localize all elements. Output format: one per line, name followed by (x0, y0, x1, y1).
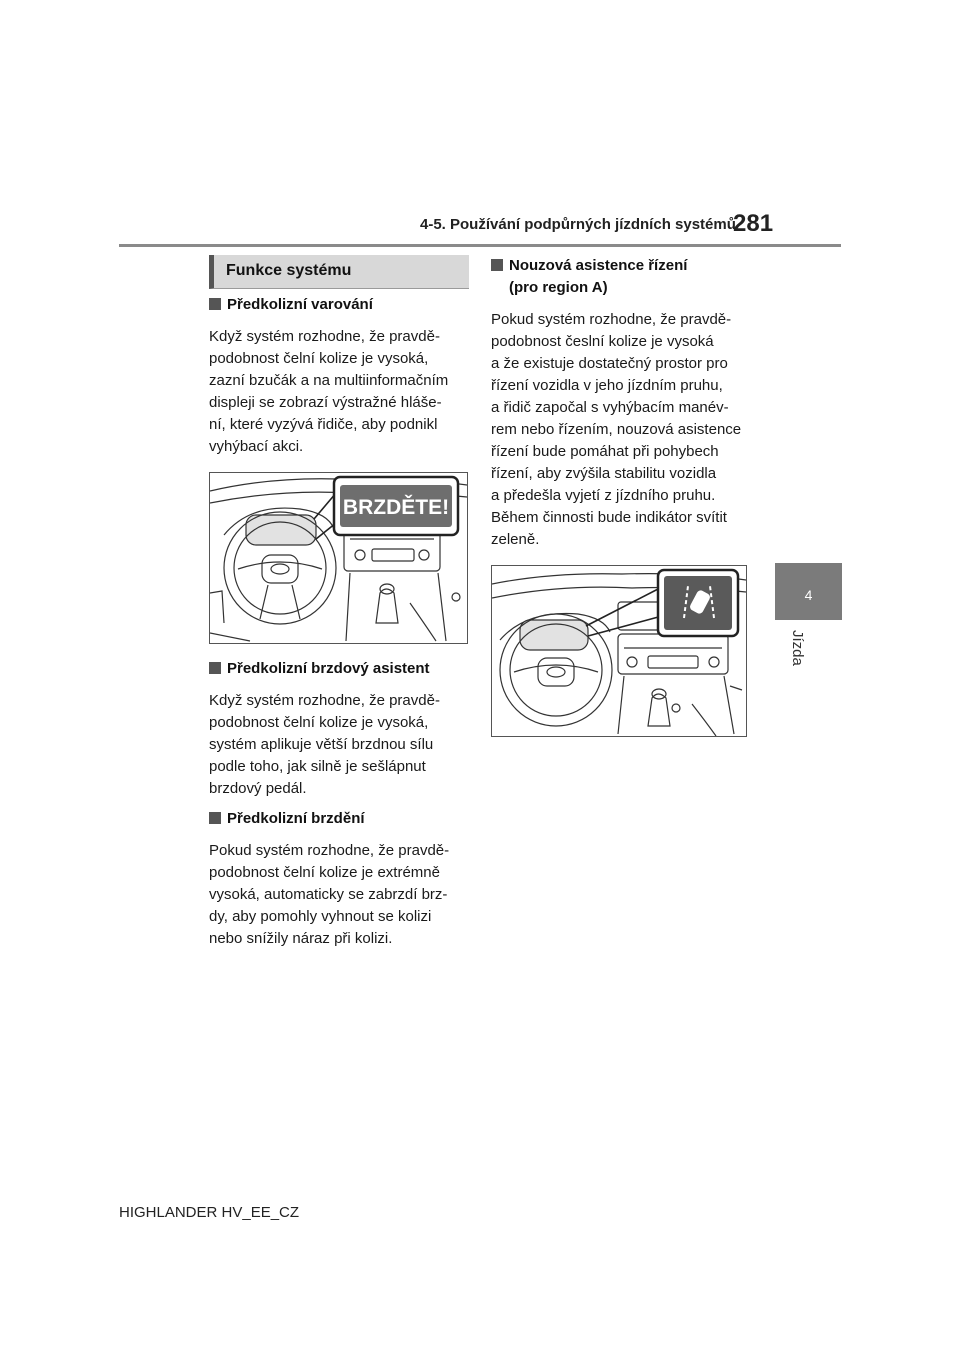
paragraph-pre-collision-warning: Když systém rozhodne, že pravdě- podobnost čelní kolize je vysoká, zazní bzučák a na multiinformačním displeji se zobrazí výstražné hláše- ní, které vyzývá řidiče, aby podnikl vyhýbací akci. (209, 328, 449, 455)
square-bullet-icon (209, 298, 221, 310)
right-column (491, 255, 753, 737)
left-column (209, 294, 471, 958)
paragraph-pre-collision-braking: Pokud systém rozhodne, že pravdě- podobnost čelní kolize je extrémně vysoká, automaticky se zabrzdí brz- dy, aby pomohly vyhnout se kolizi nebo snížily náraz při kolizi. (209, 842, 450, 947)
subheading-pre-collision-warning: Předkolizní varování (209, 294, 471, 316)
subheading-brake-assist: Předkolizní brzdový asistent (209, 658, 471, 680)
chapter-label-text: Jízda (789, 630, 806, 666)
dashboard-illustration (210, 473, 467, 643)
paragraph-brake-assist: Když systém rozhodne, že pravdě- podobnost čelní kolize je vysoká, systém aplikuje větší brzdnou sílu podle toho, jak silně je sešlápnut brzdový pedál. (209, 692, 440, 797)
brake-warning-display-text: BRZDĚTE! (342, 496, 450, 519)
dashboard-illustration (492, 566, 746, 736)
running-header: 4-5. Používání podpůrných jízdních systémů (420, 216, 736, 233)
section-heading-text: Funkce systému (226, 262, 352, 279)
subheading-emergency-steering-assist: Nouzová asistence řízení (pro region A) (491, 255, 753, 299)
chapter-label (782, 630, 832, 680)
square-bullet-icon (491, 259, 503, 271)
footer-model: HIGHLANDER HV_EE_CZ (119, 1204, 300, 1221)
square-bullet-icon (209, 812, 221, 824)
subheading-pre-collision-braking: Předkolizní brzdění (209, 808, 471, 830)
page-number: 281 (733, 210, 774, 237)
header-divider (119, 244, 841, 247)
chapter-tab[interactable] (775, 563, 842, 620)
section-heading (209, 255, 469, 289)
square-bullet-icon (209, 662, 221, 674)
figure-brake-warning-dashboard (209, 472, 468, 644)
figure-steering-assist-indicator (491, 565, 747, 737)
chapter-number: 4 (804, 587, 813, 603)
paragraph-emergency-steering-assist: Pokud systém rozhodne, že pravdě- podobnost česlní kolize je vysoká a že existuje dostatečný prostor pro řízení vozidla v jeho jízdním pruhu, a řidič započal s vyhýbacím manév- rem nebo řízením, nouzová asistence řízení bude pomáhat při pohybech řízení, aby zvýšila stabilitu vozidla a předešla vyjetí z jízdního pruhu. Během činnosti bude indikátor svítit zeleně. (491, 311, 742, 548)
